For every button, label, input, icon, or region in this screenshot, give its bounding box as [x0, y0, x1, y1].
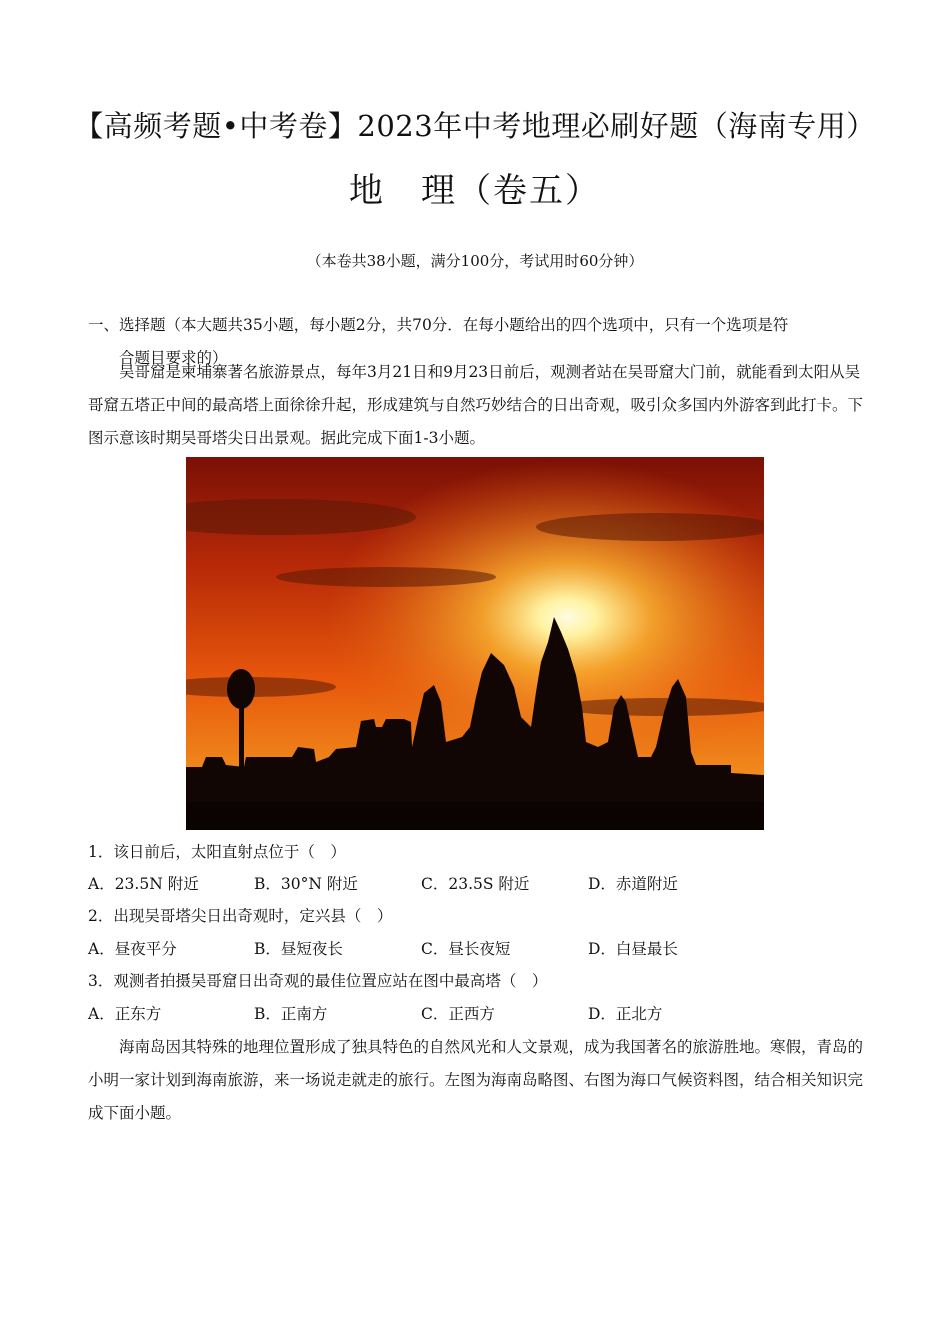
question-1-option-a[interactable]: A．23.5N 附近: [88, 875, 199, 893]
question-1-option-d[interactable]: D．赤道附近: [588, 875, 678, 893]
subject-title: 地 理（卷五）: [349, 171, 601, 211]
question-2-option-d[interactable]: D．白昼最长: [588, 940, 678, 958]
question-3-stem: 3．观测者拍摄吴哥窟日出奇观的最佳位置应站在图中最高塔（ ）: [88, 972, 548, 990]
question-3-option-c[interactable]: C．正西方: [421, 1005, 495, 1023]
question-2-option-c[interactable]: C．昼长夜短: [421, 940, 511, 958]
passage-angkor: 吴哥窟是柬埔寨著名旅游景点，每年3月21日和9月23日前后，观测者站在吴哥窟大门前，就能看到太阳从吴哥窟五塔正中间的最高塔上面徐徐升起，形成建筑与自然巧妙结合的日出奇观，吸引众多国内外游客到此打卡。下图示意该时期吴哥塔尖日出景观。据此完成下面1-3小题。: [88, 363, 864, 447]
question-2-option-a[interactable]: A．昼夜平分: [88, 940, 177, 958]
question-2-option-b[interactable]: B．昼短夜长: [254, 940, 343, 958]
section-heading-line2: 合题目要求的）: [119, 349, 228, 367]
question-1-option-b[interactable]: B．30°N 附近: [254, 875, 358, 893]
section-heading-line1: 一、选择题（本大题共35小题，每小题2分，共70分．在每小题给出的四个选项中，只有一个选项是符: [88, 316, 789, 334]
exam-header-title: 【高频考题•中考卷】2023年中考地理必刷好题（海南专用）: [74, 109, 876, 143]
passage-hainan: 海南岛因其特殊的地理位置形成了独具特色的自然风光和人文景观，成为我国著名的旅游胜地。寒假，青岛的小明一家计划到海南旅游，来一场说走就走的旅行。左图为海南岛略图、右图为海口气候资料图，结合相关知识完成下面小题。: [88, 1038, 864, 1122]
question-3-option-d[interactable]: D．正北方: [588, 1005, 663, 1023]
question-3-option-b[interactable]: B．正南方: [254, 1005, 328, 1023]
exam-info: （本卷共38小题，满分100分，考试用时60分钟）: [306, 252, 644, 270]
angkor-sunrise-photo: [186, 457, 764, 830]
question-2-stem: 2．出现吴哥塔尖日出奇观时，定兴县（ ）: [88, 907, 393, 925]
question-1-stem: 1．该日前后，太阳直射点位于（ ）: [88, 843, 346, 861]
question-1-option-c[interactable]: C．23.5S 附近: [421, 875, 530, 893]
question-3-option-a[interactable]: A．正东方: [88, 1005, 162, 1023]
